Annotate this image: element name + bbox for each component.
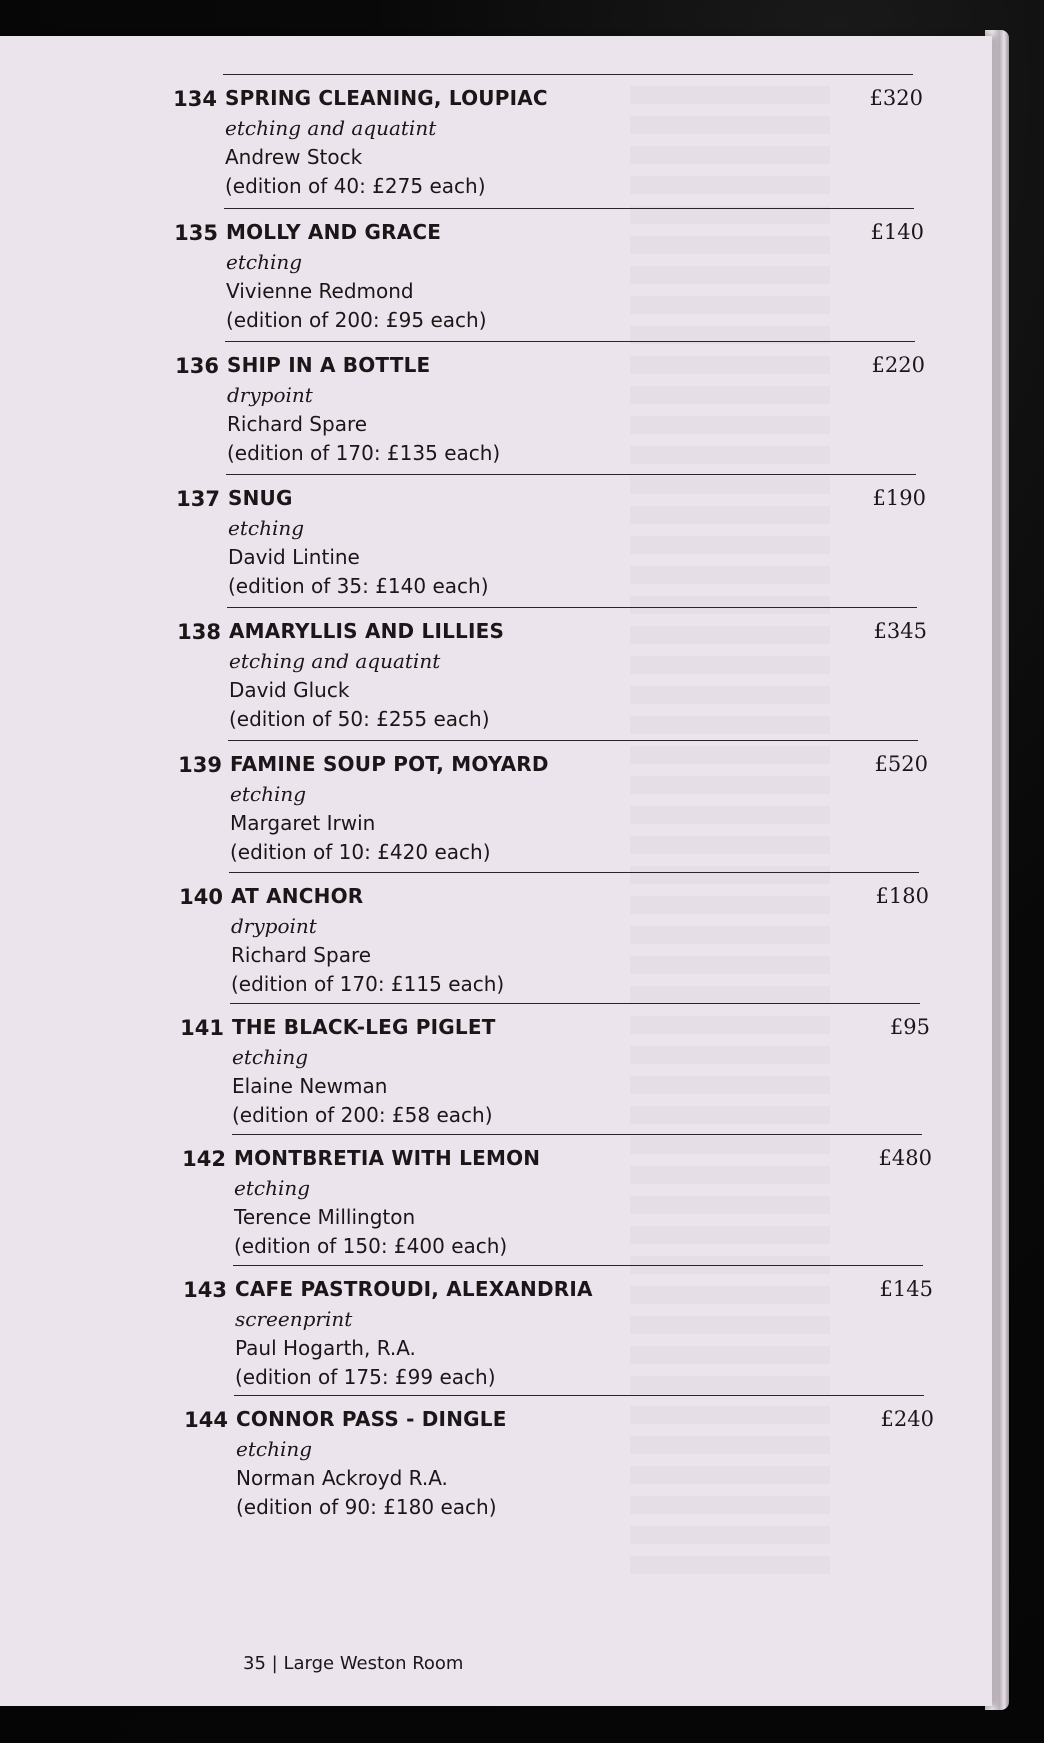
catalogue-entry	[174, 1395, 934, 1525]
artwork-price: £480	[878, 1146, 932, 1170]
edition-info: (edition of 50: £255 each)	[229, 707, 490, 731]
entry-divider	[225, 341, 915, 342]
footer-separator: |	[271, 1653, 278, 1674]
entry-divider	[228, 740, 918, 741]
catalogue-entry	[170, 1003, 930, 1133]
edition-info: (edition of 10: £420 each)	[230, 840, 491, 864]
artwork-price: £220	[871, 353, 925, 377]
entry-divider	[229, 872, 919, 873]
artist-name: Richard Spare	[231, 943, 372, 967]
catalogue-entry	[168, 740, 928, 870]
artwork-medium: screenprint	[235, 1307, 353, 1331]
artwork-title: SNUG	[228, 486, 293, 510]
entry-divider	[232, 1134, 922, 1135]
lot-number: 144	[184, 1408, 228, 1432]
artist-name: Elaine Newman	[232, 1074, 388, 1098]
artwork-title: SPRING CLEANING, LOUPIAC	[225, 86, 548, 110]
artwork-medium: etching and aquatint	[225, 116, 437, 140]
lot-number: 140	[179, 885, 223, 909]
lot-number: 137	[176, 487, 220, 511]
artist-name: Andrew Stock	[225, 145, 363, 169]
catalogue-list	[0, 36, 992, 1706]
catalogue-entry	[166, 474, 926, 604]
lot-number: 135	[174, 221, 218, 245]
entry-divider	[227, 607, 917, 608]
lot-number: 138	[177, 620, 221, 644]
artwork-price: £345	[873, 619, 927, 643]
artwork-medium: drypoint	[231, 914, 317, 938]
artwork-medium: etching	[228, 516, 305, 540]
artwork-price: £95	[889, 1015, 930, 1039]
artwork-title: CONNOR PASS - DINGLE	[236, 1407, 507, 1431]
entry-divider	[224, 208, 914, 209]
edition-info: (edition of 170: £115 each)	[231, 972, 505, 996]
artwork-title: AT ANCHOR	[231, 884, 364, 908]
entry-divider	[226, 474, 916, 475]
page-number: 35	[243, 1653, 266, 1674]
edition-info: (edition of 170: £135 each)	[227, 441, 501, 465]
page-footer	[243, 1653, 463, 1674]
artwork-price: £140	[870, 220, 924, 244]
artist-name: David Gluck	[229, 678, 350, 702]
entry-divider	[223, 74, 913, 75]
artwork-medium: etching	[230, 782, 307, 806]
lot-number: 143	[183, 1278, 227, 1302]
lot-number: 136	[175, 354, 219, 378]
lot-number: 139	[178, 753, 222, 777]
edition-info: (edition of 40: £275 each)	[225, 174, 486, 198]
entry-divider	[234, 1395, 924, 1396]
artist-name: David Lintine	[228, 545, 360, 569]
artwork-title: SHIP IN A BOTTLE	[227, 353, 431, 377]
lot-number: 141	[180, 1016, 224, 1040]
catalogue-entry	[164, 208, 924, 338]
artwork-medium: etching	[234, 1176, 311, 1200]
artwork-title: AMARYLLIS AND LILLIES	[229, 619, 505, 643]
catalogue-entry	[172, 1134, 932, 1264]
edition-info: (edition of 35: £140 each)	[228, 574, 489, 598]
artwork-medium: etching	[232, 1045, 309, 1069]
artwork-medium: etching	[236, 1437, 313, 1461]
artwork-price: £145	[879, 1277, 933, 1301]
edition-info: (edition of 200: £58 each)	[232, 1103, 493, 1127]
catalogue-entry	[165, 341, 925, 471]
artist-name: Terence Millington	[234, 1205, 416, 1229]
artwork-medium: etching	[226, 250, 303, 274]
artwork-title: MOLLY AND GRACE	[226, 220, 442, 244]
artist-name: Vivienne Redmond	[226, 279, 414, 303]
artwork-title: FAMINE SOUP POT, MOYARD	[230, 752, 549, 776]
artwork-title: MONTBRETIA WITH LEMON	[234, 1146, 541, 1170]
edition-info: (edition of 200: £95 each)	[226, 308, 487, 332]
artwork-price: £180	[875, 884, 929, 908]
artwork-title: CAFE PASTROUDI, ALEXANDRIA	[235, 1277, 593, 1301]
edition-info: (edition of 150: £400 each)	[234, 1234, 508, 1258]
artwork-price: £520	[874, 752, 928, 776]
entry-divider	[233, 1265, 923, 1266]
room-name: Large Weston Room	[283, 1653, 464, 1674]
catalogue-entry	[167, 607, 927, 737]
edition-info: (edition of 175: £99 each)	[235, 1365, 496, 1389]
artist-name: Norman Ackroyd R.A.	[236, 1466, 448, 1490]
catalogue-entry	[173, 1265, 933, 1395]
artwork-price: £190	[872, 486, 926, 510]
catalogue-entry	[169, 872, 929, 1002]
artwork-title: THE BLACK-LEG PIGLET	[232, 1015, 496, 1039]
artist-name: Richard Spare	[227, 412, 368, 436]
artwork-price: £240	[880, 1407, 934, 1431]
catalogue-page	[0, 36, 992, 1706]
entry-divider	[230, 1003, 920, 1004]
artist-name: Paul Hogarth, R.A.	[235, 1336, 416, 1360]
lot-number: 134	[173, 87, 217, 111]
edition-info: (edition of 90: £180 each)	[236, 1495, 497, 1519]
artwork-price: £320	[869, 86, 923, 110]
artist-name: Margaret Irwin	[230, 811, 376, 835]
catalogue-entry	[163, 74, 923, 204]
artwork-medium: drypoint	[227, 383, 313, 407]
artwork-medium: etching and aquatint	[229, 649, 441, 673]
lot-number: 142	[182, 1147, 226, 1171]
